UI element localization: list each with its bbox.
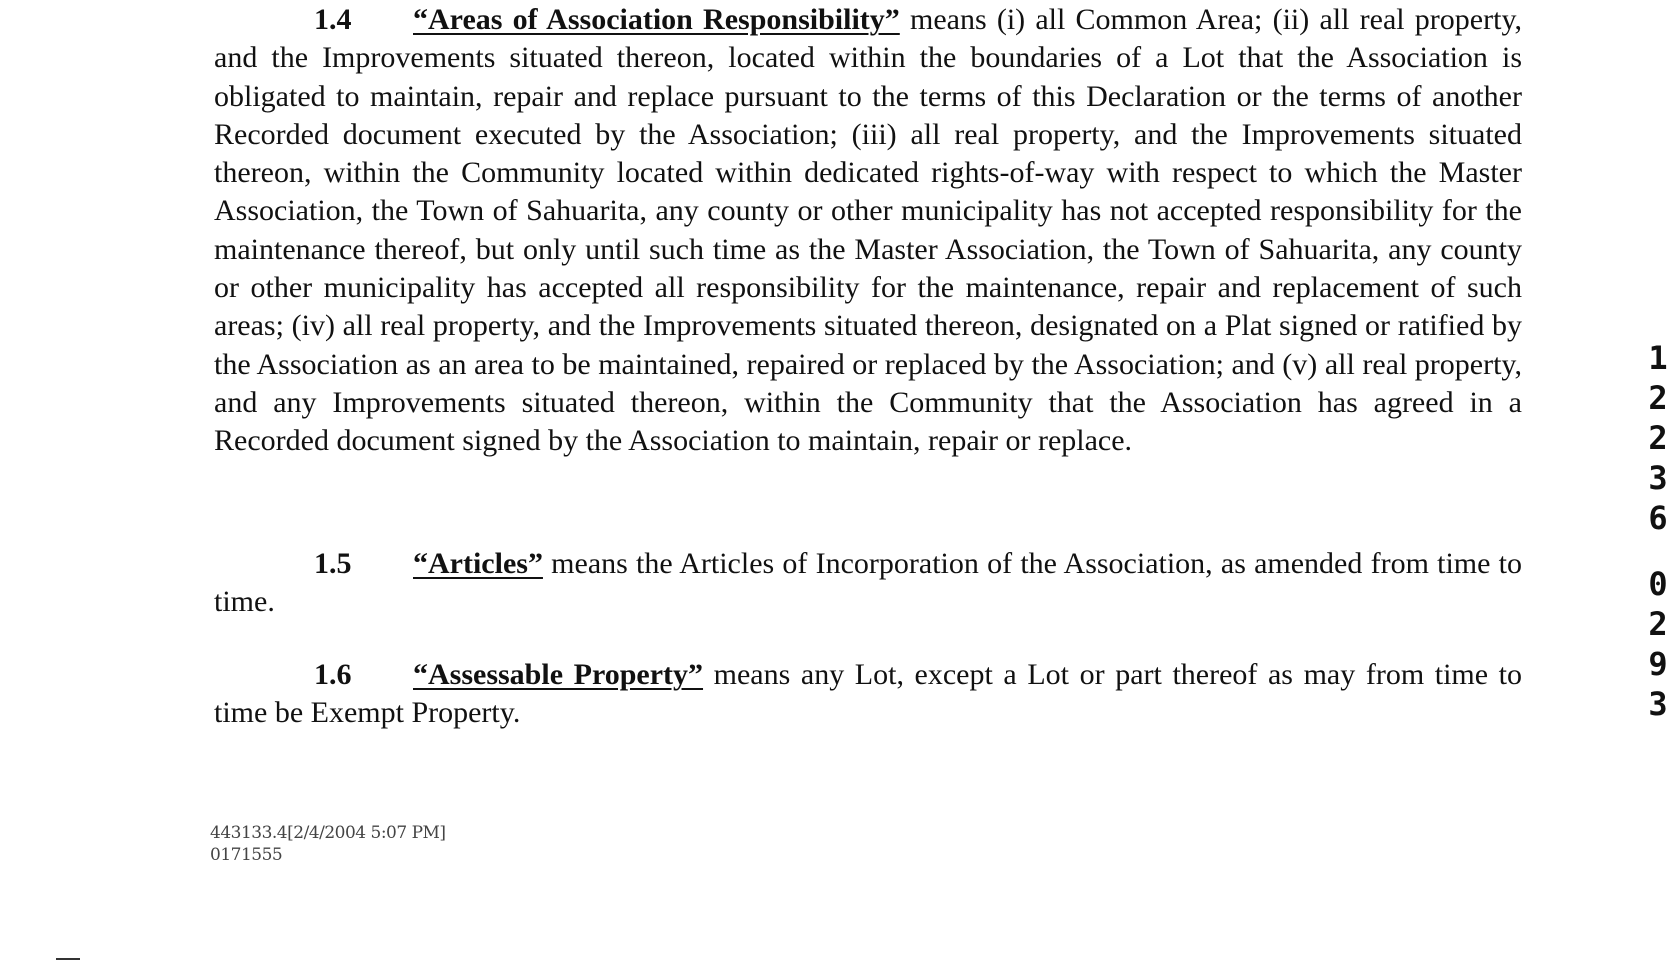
stamp-digit: 9 <box>1648 645 1668 683</box>
section-body-text: means the Articles of Incorporation of the Association, as amended from time to time. <box>214 547 1522 619</box>
stamp-digit: 2 <box>1648 419 1668 457</box>
stamp-gap <box>1640 538 1676 564</box>
section-number: 1.5 <box>314 547 352 580</box>
section-1-5 <box>214 545 1522 622</box>
section-paragraph <box>214 1 1522 461</box>
section-number: 1.4 <box>314 3 352 36</box>
section-body-text: means any Lot, except a Lot or part thereof as may from time to time be Exempt Property. <box>214 658 1523 730</box>
footer-document-id: 443133.4[2/4/2004 5:07 PM] <box>210 823 446 843</box>
section-paragraph <box>214 545 1522 622</box>
defined-term: “Articles” <box>413 547 543 580</box>
section-1-6 <box>214 656 1522 733</box>
recording-stamp <box>1640 338 1676 724</box>
section-body-text: means (i) all Common Area; (ii) all real property, and the Improvements situated thereon, located within the boundaries of a Lot that the Association is obligated to maintain, repair and replace pursuant to the terms of this Declaration or the terms of another Recorded document executed by the Association; (iii) all real property, and the Improvements situated thereon, within the Community located within dedicated rights-of-way with respect to which the Master Association, the Town of Sahuarita, any county or other municipality has not accepted responsibility for the maintenance thereof, but only until such time as the Master Association, the Town of Sahuarita, any county or other municipality has accepted all responsibility for the maintenance, repair and replacement of such areas; (iv) all real property, and the Improvements situated thereon, designated on a Plat signed or ratified by the Association as an area to be maintained, repaired or replaced by the Association; and (v) all real property, and any Improvements situated thereon, within the Community that the Association has agreed in a Recorded document signed by the Association to maintain, repair or replace. <box>214 3 1522 458</box>
defined-term: “Assessable Property” <box>413 658 704 691</box>
stamp-digit: 2 <box>1648 605 1668 643</box>
stamp-digit: 0 <box>1648 565 1668 603</box>
defined-term: “Areas of Association Responsibility” <box>413 3 900 36</box>
document-footer <box>210 822 446 866</box>
section-paragraph <box>214 656 1522 733</box>
stamp-digit: 1 <box>1648 339 1668 377</box>
section-1-4 <box>214 1 1522 461</box>
scan-mark <box>56 958 80 960</box>
stamp-digit: 6 <box>1648 499 1668 537</box>
footer-client-number: 0171555 <box>210 845 283 865</box>
stamp-digit: 2 <box>1648 379 1668 417</box>
stamp-digit: 3 <box>1648 459 1668 497</box>
section-number: 1.6 <box>314 658 352 691</box>
stamp-digit: 3 <box>1648 685 1668 723</box>
